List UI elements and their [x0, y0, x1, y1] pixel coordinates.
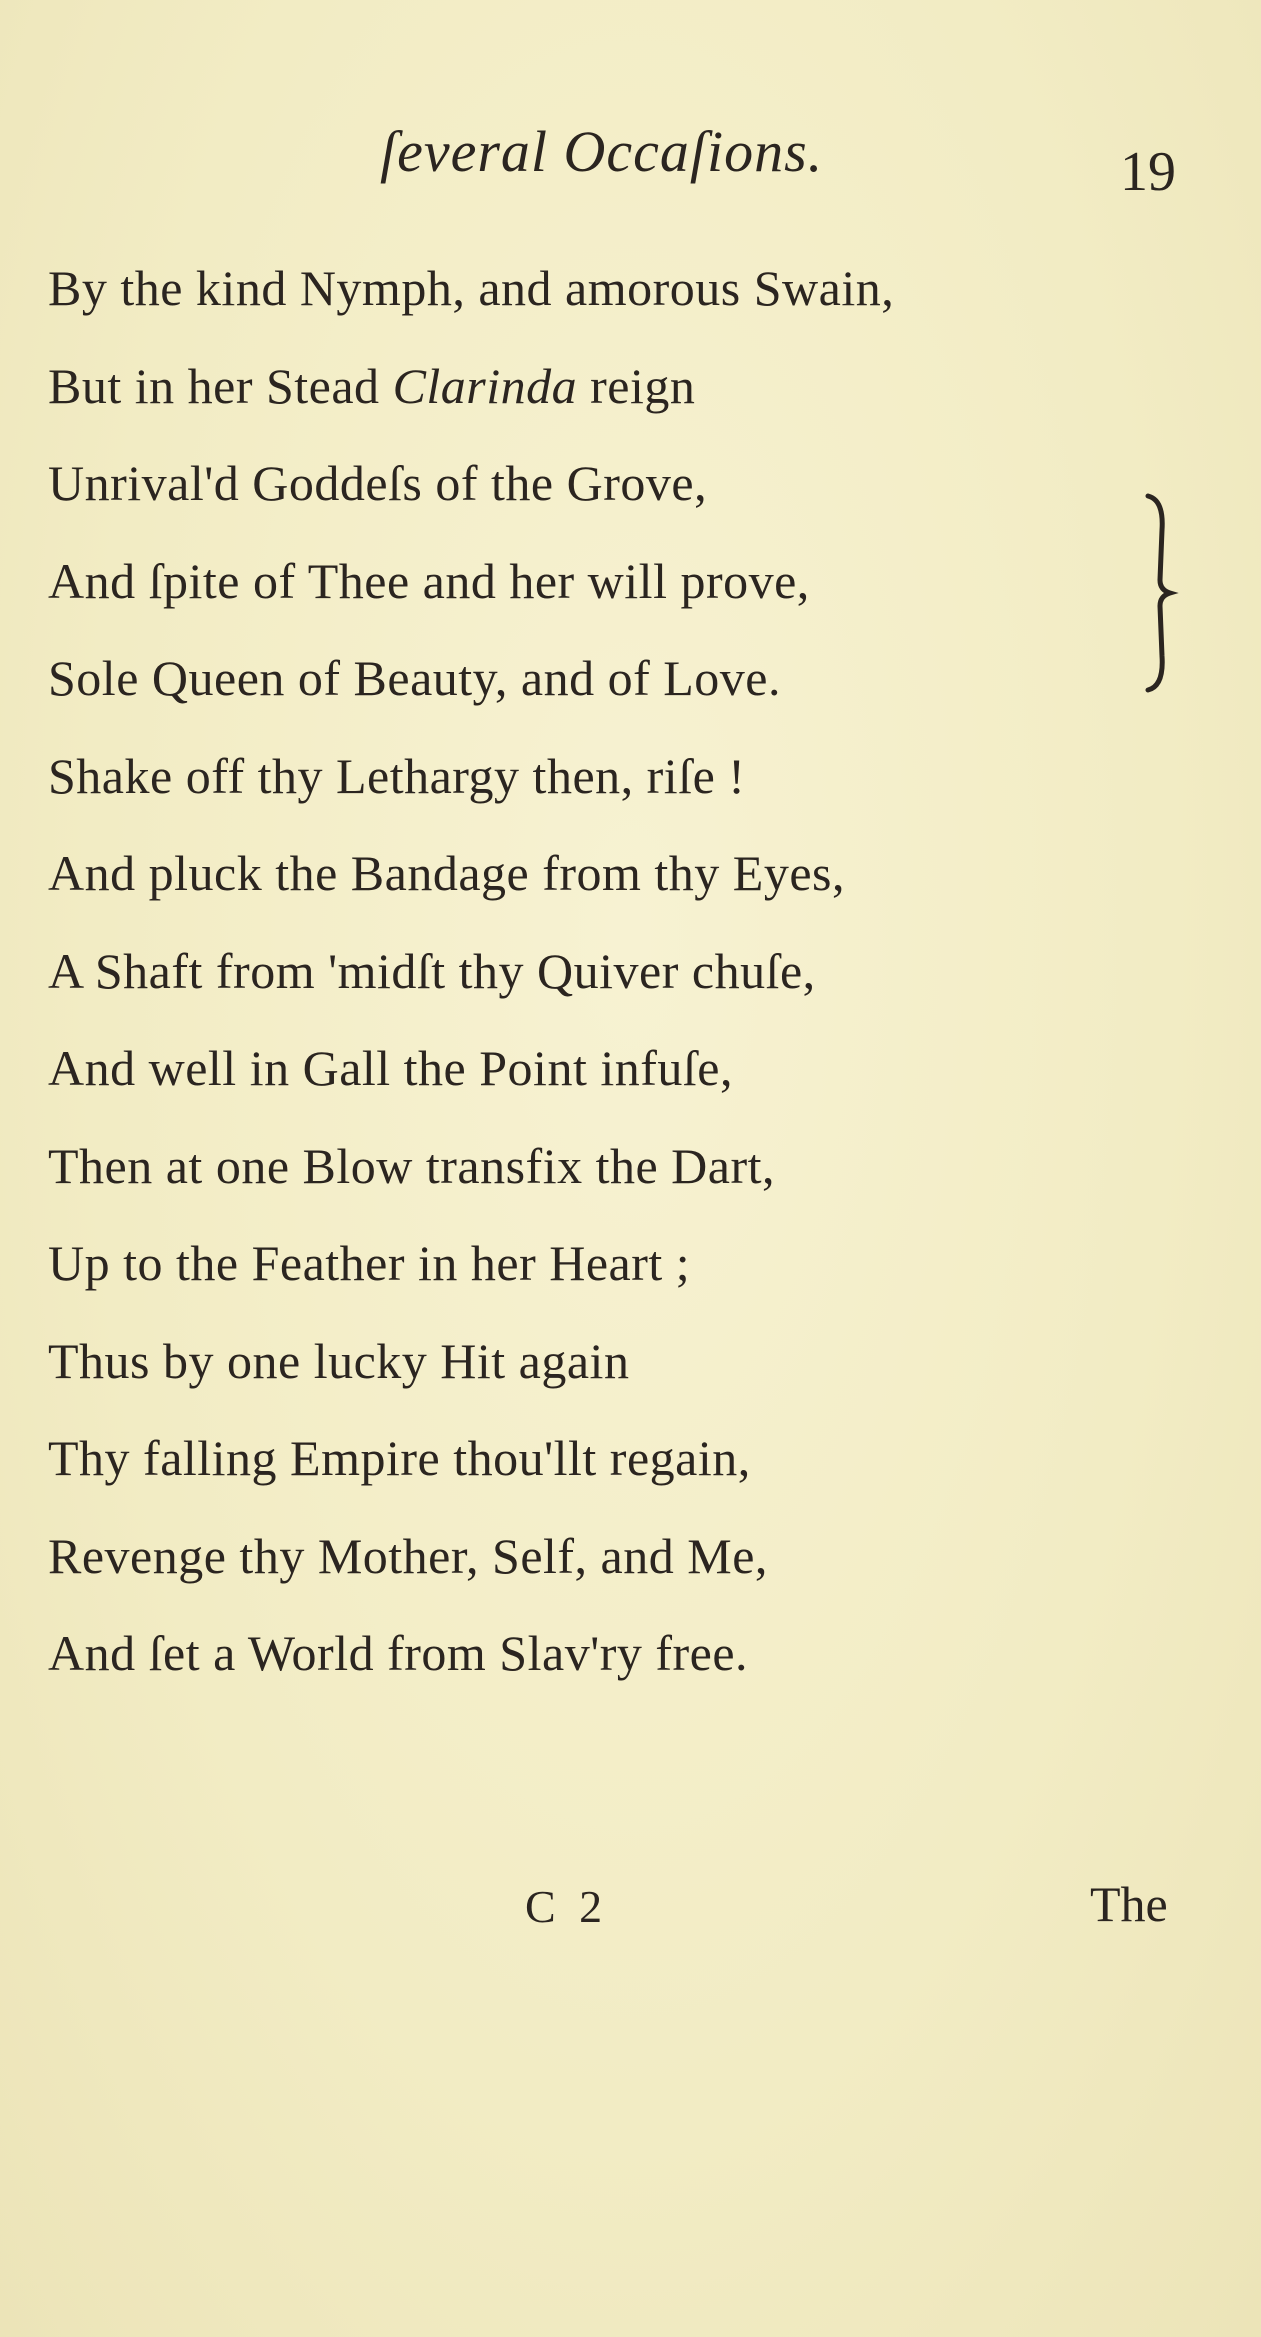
- poem-line: A Shaft from 'midſt thy Quiver chuſe,: [48, 942, 816, 999]
- poem-line: Unrival'd Goddeſs of the Grove,: [48, 455, 708, 511]
- poem-line: And well in Gall the Point infuſe,: [48, 1040, 733, 1096]
- poem-line: Thy falling Empire thou'llt regain,: [48, 1430, 751, 1486]
- poem-line: By the kind Nymph, and amorous Swain,: [48, 260, 895, 316]
- poem-line-text: reign: [577, 357, 696, 414]
- poem-line: Sole Queen of Beauty, and of Love.: [48, 650, 781, 706]
- poem-line: Thus by one lucky Hit again: [48, 1332, 630, 1389]
- signature-mark: C 2: [525, 1881, 609, 1932]
- italic-name: Clarinda: [392, 357, 578, 414]
- page-number: 19: [1120, 141, 1176, 203]
- poem-line: And pluck the Bandage from thy Eyes,: [48, 845, 845, 901]
- poem-text: [48, 258, 894, 1721]
- catchword: The: [1090, 1876, 1168, 1932]
- poem-line: Up to the Feather in her Heart ;: [48, 1235, 691, 1291]
- poem-line: Shake off thy Lethargy then, riſe !: [48, 747, 746, 804]
- poem-line: Then at one Blow transfix the Dart,: [48, 1137, 776, 1194]
- poem-line-text: But in her Stead: [48, 357, 393, 414]
- poem-line: And ſet a World from Slav'ry free.: [48, 1625, 749, 1681]
- poem-line: And ſpite of Thee and her will prove,: [48, 552, 810, 609]
- running-head: ſeveral Occaſions.: [380, 119, 824, 184]
- triplet-brace-icon: [1140, 490, 1180, 695]
- poem-line: [48, 356, 894, 454]
- poem-line: Revenge thy Mother, Self, and Me,: [48, 1527, 768, 1584]
